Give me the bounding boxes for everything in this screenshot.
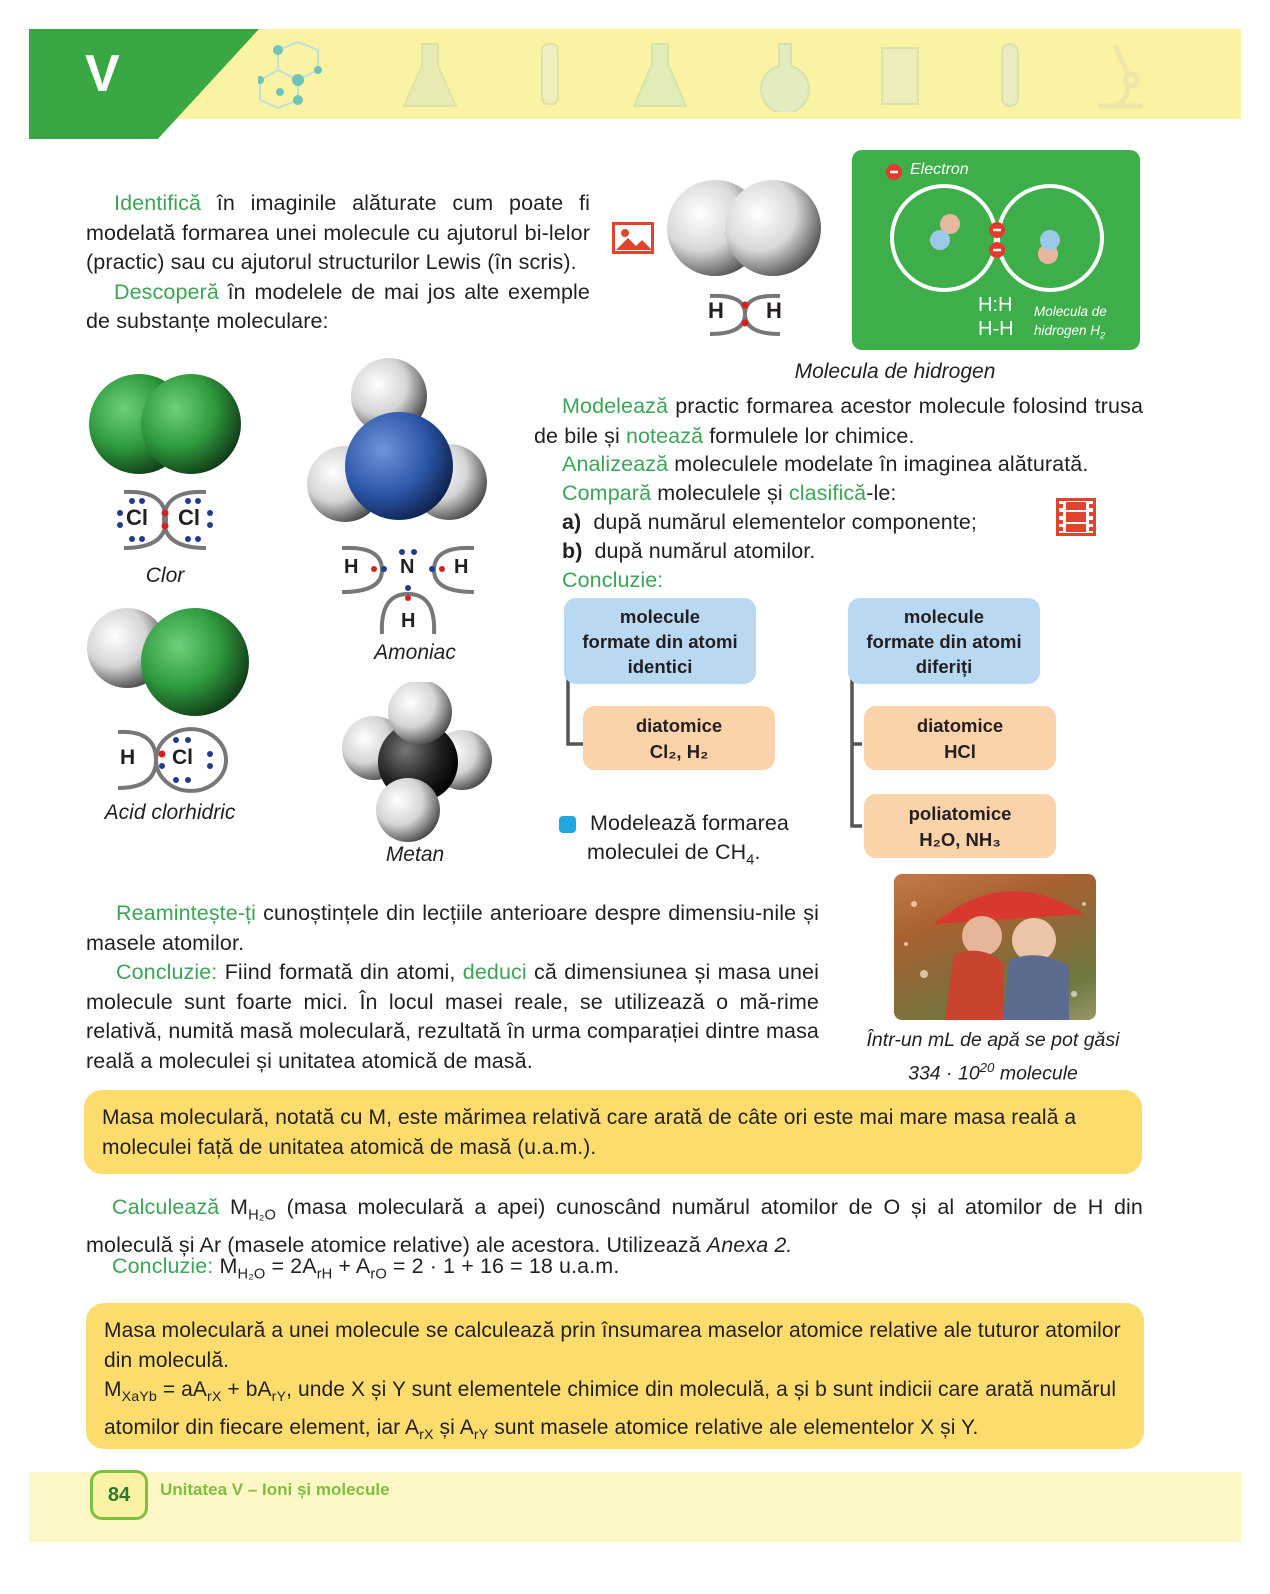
tasks-item-b <box>562 537 1042 567</box>
children-in-rain-photo <box>894 874 1096 1020</box>
hcl-lewis-structure <box>112 726 232 794</box>
subcategory-diatomic-different <box>864 706 1056 770</box>
photo-illustration <box>894 874 1096 1020</box>
right-head-line1: molecule <box>903 606 985 627</box>
chlorine-space-filling-model <box>85 372 245 476</box>
def2-m-sub: XaYb <box>121 1389 157 1406</box>
item-a-label: a) <box>562 510 582 534</box>
verb-analyze: Analizează <box>562 452 669 476</box>
category-identical-atoms <box>564 598 756 684</box>
lewis-h-right: H <box>766 298 782 323</box>
intro-text-1: în imaginile alăturate cum poate fi modelată formarea unei molecule cu ajutorul bi-lelor (practic) sau cu ajutorul structurilor Lewis (în scris). <box>86 191 590 274</box>
chlorine-caption: Clor <box>145 564 185 587</box>
calc-conclusion-label: Concluzie: <box>112 1254 214 1278</box>
definition-2-line1: Masa moleculară a unei molecule se calculează prin însumarea maselor atomice relative ale tuturor atomilor din moleculă. <box>104 1319 1121 1372</box>
calc-eq2: + A <box>332 1254 371 1278</box>
ammonia-caption: Amoniac <box>374 641 456 664</box>
def2-eq-b: + bA <box>221 1378 272 1401</box>
right-child2-title: poliatomice <box>908 803 1012 824</box>
right-child2-formula: H₂O, NH₃ <box>919 829 1001 850</box>
definition-1-text: Masa moleculară, notată cu M, este mărimea relativă care arată de câte ori este mai mare masa reală a moleculei față de unitatea atomică de masă (u.a.m.). <box>102 1106 1077 1159</box>
hcl-space-filling-model <box>85 606 255 720</box>
inset-electron-label: Electron <box>910 161 969 178</box>
remember-conclusion-b: că dimensiunea și masa unei molecule sunt foarte mici. În locul masei reale, se utilizează o mă-rime relativă, numită masă moleculară, rezultată în urma comparației dintre masa reală a moleculei și unitatea atomică de masă. <box>86 960 819 1073</box>
exercise-bullet-icon <box>559 816 576 833</box>
left-head-line2: formate din atomi <box>582 631 738 652</box>
inset-caption-sub: 2 <box>1100 330 1106 341</box>
subcategory-diatomic-identical <box>583 706 775 770</box>
hcl-caption: Acid clorhidric <box>104 801 236 824</box>
verb-compare: Compară <box>562 481 652 505</box>
unit-letter: V <box>85 45 120 103</box>
hcl-lewis-cl: Cl <box>172 746 193 769</box>
photo-caption-line1: Într-un mL de apă se pot găsi <box>866 1029 1120 1051</box>
tasks-line3 <box>562 479 1042 509</box>
image-icon[interactable] <box>612 222 654 254</box>
tasks-paragraph <box>534 392 1143 451</box>
ammonia-lewis-n: N <box>400 556 415 578</box>
verb-model: Modelează <box>562 394 669 418</box>
hydrogen-lewis-structure <box>700 290 790 338</box>
calc-m-symbol: M <box>219 1195 249 1219</box>
tasks-line2 <box>562 450 1152 480</box>
def2-eq-text: , unde X și Y sunt elementele chimice din moleculă, a și b sunt indicii care arată numărul atomilor din fiecare element, iar A <box>104 1378 1117 1439</box>
def2-eq-text-sub2: rY <box>473 1426 489 1443</box>
tasks-line1-text2: formulele lor chimice. <box>703 423 915 448</box>
verb-deduce: deduci <box>462 960 527 984</box>
category-different-atoms <box>848 598 1040 684</box>
calc-text-a: (masa moleculară a apei) cunoscând numărul atomilor de O și al atomilor de H din moleculă și Ar (masele atomice relative) ale acestora. Utilizează <box>86 1195 1143 1257</box>
ammonia-lewis-h-left: H <box>344 556 359 578</box>
calc-c-m-sub: H₂O <box>237 1266 266 1283</box>
methane-caption: Metan <box>385 843 445 866</box>
test-tube-icon <box>980 40 1040 112</box>
calc-paragraph <box>86 1193 1143 1260</box>
def2-eq-text-sub1: rX <box>419 1426 434 1443</box>
inset-formula-lewis: H:H <box>978 294 1013 316</box>
erlenmeyer-flask-icon <box>400 40 460 112</box>
tasks-line3-text2: -le: <box>866 481 897 505</box>
photo-caption-line2 <box>855 1054 1131 1088</box>
calc-annex: Anexa 2. <box>706 1232 793 1257</box>
def2-eq-text3: sunt masele atomice relative ale elementelor X și Y. <box>488 1415 979 1439</box>
microscope-icon <box>1085 40 1155 112</box>
caption-exponent: 20 <box>979 1060 995 1075</box>
left-child-title: diatomice <box>635 715 723 736</box>
calc-eq1-sub: rH <box>316 1266 333 1283</box>
exercise-line2-text: moleculei de CH <box>587 840 747 864</box>
caption-unit: molecule <box>994 1062 1078 1085</box>
lewis-h-left: H <box>708 298 724 323</box>
verb-calculate: Calculează <box>112 1195 220 1219</box>
beaker-icon <box>870 40 930 112</box>
exercise-line2 <box>587 838 761 876</box>
verb-note: notează <box>625 423 704 448</box>
intro-text-2: în modelele de mai jos alte exemple de substanțe moleculare: <box>86 279 590 333</box>
item-b-text: după numărul atomilor. <box>594 539 816 563</box>
chlorine-lewis-cl-left: Cl <box>126 505 148 530</box>
hydrogen-orbital-inset <box>852 150 1140 350</box>
verb-remember: Reamintește-ți <box>116 901 257 925</box>
def2-eq-a: = aA <box>156 1378 208 1401</box>
molecule-cluster-icon <box>258 40 338 110</box>
definition-box-molecular-mass <box>84 1090 1142 1174</box>
chlorine-lewis-structure <box>110 488 220 552</box>
inset-caption-text: Molecula de hidrogen H <box>1034 304 1107 338</box>
calc-eq1: = 2A <box>265 1254 317 1278</box>
video-film-icon[interactable] <box>1056 498 1096 536</box>
remember-text: cunoștințele din lecțiile anterioare despre dimensiu-nile și masele atomilor. <box>86 901 819 955</box>
calc-eq2-sub: rO <box>370 1266 387 1283</box>
ammonia-lewis-h-right: H <box>454 556 469 578</box>
subcategory-polyatomic <box>864 794 1056 858</box>
remember-conclusion-label: Concluzie: <box>116 960 218 984</box>
calc-m-sub: H₂O <box>248 1207 276 1224</box>
verb-identify: Identifică <box>114 191 202 215</box>
item-b-label: b) <box>562 539 583 563</box>
page-number: 84 <box>90 1470 148 1520</box>
remember-conclusion-a: Fiind formată din atomi, <box>217 960 463 984</box>
conical-flask-icon <box>630 40 690 112</box>
definition-2-formula <box>104 1375 1134 1450</box>
left-head-line1: molecule <box>619 606 701 627</box>
verb-classify: clasifică <box>788 481 867 505</box>
chlorine-lewis-cl-right: Cl <box>178 505 200 530</box>
tasks-item-a <box>562 508 1042 538</box>
calc-c-m: M <box>213 1254 238 1278</box>
ammonia-lewis-structure <box>338 542 478 636</box>
def2-m: M <box>104 1378 122 1401</box>
inset-caption <box>1034 302 1138 346</box>
def2-eq-text2: și A <box>433 1415 474 1439</box>
verb-discover: Descoperă <box>114 279 219 304</box>
definition-2-text <box>104 1316 1134 1450</box>
conclusion-label-diagram: Concluzie: <box>562 568 664 592</box>
def2-eq-a-sub: rX <box>207 1389 222 1406</box>
left-head-line3: identici <box>627 656 693 677</box>
ammonia-lewis-h-bottom: H <box>401 610 416 632</box>
right-head-line3: diferiți <box>915 656 973 677</box>
left-child-formula: Cl₂, H₂ <box>649 741 709 762</box>
thermometer-icon <box>520 40 580 112</box>
round-flask-icon <box>755 40 815 112</box>
right-head-line2: formate din atomi <box>866 631 1022 652</box>
inset-formula-bond: H-H <box>978 318 1014 340</box>
methane-space-filling-model <box>338 682 498 842</box>
remember-paragraph <box>86 899 819 1076</box>
hcl-lewis-h: H <box>120 746 136 769</box>
tasks-line2-text: moleculele modelate în imaginea alăturată. <box>668 452 1089 476</box>
footer-unit-title: Unitatea V – Ioni și molecule <box>160 1480 390 1499</box>
right-child1-title: diatomice <box>916 715 1004 736</box>
hydrogen-caption: Molecula de hidrogen <box>794 360 996 383</box>
calc-conclusion <box>112 1252 812 1290</box>
ammonia-space-filling-model <box>305 356 495 526</box>
calc-eq3: = 2 · 1 + 16 = 18 u.a.m. <box>386 1254 620 1278</box>
photo-caption <box>855 1026 1131 1088</box>
exercise-line2-end: . <box>754 840 761 864</box>
intro-paragraph <box>86 189 590 337</box>
item-a-text: după numărul elementelor componente; <box>593 510 977 534</box>
exercise-line2-sub: 4 <box>746 852 755 869</box>
definition-box-mass-calculation <box>86 1303 1144 1449</box>
caption-number: 334 · 10 <box>908 1062 980 1085</box>
def2-eq-b-sub: rY <box>271 1389 287 1406</box>
tasks-line3-text: moleculele și <box>651 481 789 505</box>
hydrogen-space-filling-model <box>665 178 825 278</box>
tasks-line1-text: practic formarea acestor molecule folosind trusa de bile și <box>534 394 1143 448</box>
exercise-line1: Modelează formarea <box>590 811 789 835</box>
right-child1-formula: HCl <box>944 741 976 762</box>
